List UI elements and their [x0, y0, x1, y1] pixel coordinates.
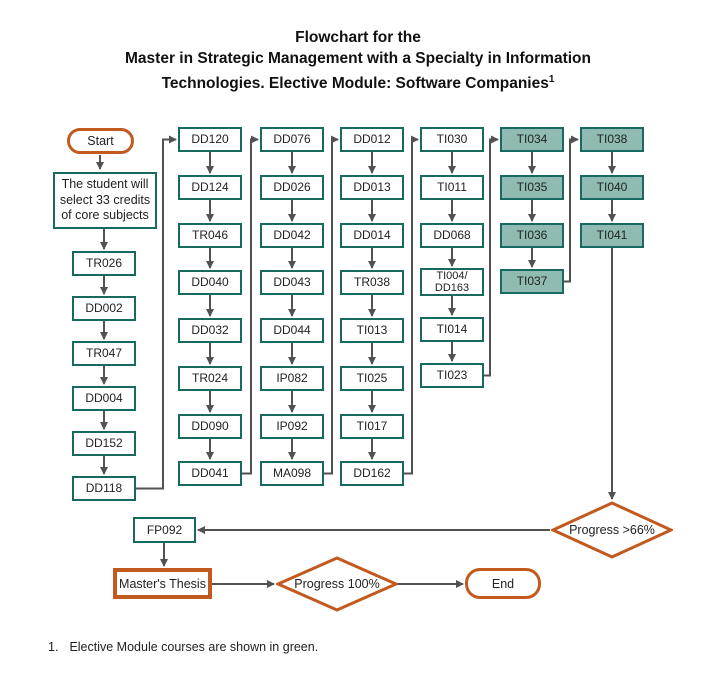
course-box-DD026: DD026 [260, 175, 324, 200]
start-node: Start [67, 128, 134, 154]
course-box-DD090: DD090 [178, 414, 242, 439]
title-footnote-marker: 1 [548, 74, 555, 85]
title-line-1: Flowchart for the [295, 29, 421, 46]
course-box-DD152: DD152 [72, 431, 136, 456]
course-box-DD040: DD040 [178, 270, 242, 295]
course-box-TI038: TI038 [580, 127, 644, 152]
course-box-TI040: TI040 [580, 175, 644, 200]
course-box-DD124: DD124 [178, 175, 242, 200]
course-box-DD076: DD076 [260, 127, 324, 152]
course-box-TR046: TR046 [178, 223, 242, 248]
progress-100-label: Progress 100% [294, 577, 380, 591]
course-box-DD004: DD004 [72, 386, 136, 411]
course-box-DD042: DD042 [260, 223, 324, 248]
title-line-3-text: Technologies. Elective Module: Software Companies [161, 75, 549, 93]
progress-100-decision [276, 556, 398, 612]
course-box-TI023: TI023 [420, 363, 484, 388]
course-box-TI041: TI041 [580, 223, 644, 248]
course-box-DD013: DD013 [340, 175, 404, 200]
course-box-DD014: DD014 [340, 223, 404, 248]
course-box-TI034: TI034 [500, 127, 564, 152]
course-box-TI035: TI035 [500, 175, 564, 200]
thesis-node: Master's Thesis [113, 568, 212, 599]
course-box-DD162: DD162 [340, 461, 404, 486]
course-box-TR047: TR047 [72, 341, 136, 366]
course-box-DD043: DD043 [260, 270, 324, 295]
course-box-TI014: TI014 [420, 317, 484, 342]
course-box-DD044: DD044 [260, 318, 324, 343]
footnote-text: Elective Module courses are shown in green. [69, 640, 319, 654]
progress-66-decision [551, 501, 673, 559]
course-box-TI030: TI030 [420, 127, 484, 152]
course-box-MA098: MA098 [260, 461, 324, 486]
course-box-TR026: TR026 [72, 251, 136, 276]
course-box-TI036: TI036 [500, 223, 564, 248]
course-box-TI037: TI037 [500, 269, 564, 294]
title-line-2: Master in Strategic Management with a Specialty in Information [125, 50, 591, 67]
footnote [48, 640, 318, 654]
course-box-DD068: DD068 [420, 223, 484, 248]
course-box-DD002: DD002 [72, 296, 136, 321]
course-box-DD118: DD118 [72, 476, 136, 501]
end-node: End [465, 568, 541, 599]
course-box-TI017: TI017 [340, 414, 404, 439]
course-box-TR038: TR038 [340, 270, 404, 295]
progress-66-label: Progress >66% [569, 523, 655, 537]
footnote-number: 1. [48, 640, 59, 654]
course-box-TI004-DD163: TI004/ DD163 [420, 268, 484, 296]
course-box-FP092: FP092 [133, 517, 196, 543]
course-box-IP082: IP082 [260, 366, 324, 391]
course-box-DD032: DD032 [178, 318, 242, 343]
course-box-TI013: TI013 [340, 318, 404, 343]
course-box-TI011: TI011 [420, 175, 484, 200]
course-box-TI025: TI025 [340, 366, 404, 391]
course-box-TR024: TR024 [178, 366, 242, 391]
intro-node: The student will select 33 credits of core subjects [53, 172, 157, 229]
course-box-DD120: DD120 [178, 127, 242, 152]
course-box-IP092: IP092 [260, 414, 324, 439]
course-box-DD041: DD041 [178, 461, 242, 486]
course-box-DD012: DD012 [340, 127, 404, 152]
